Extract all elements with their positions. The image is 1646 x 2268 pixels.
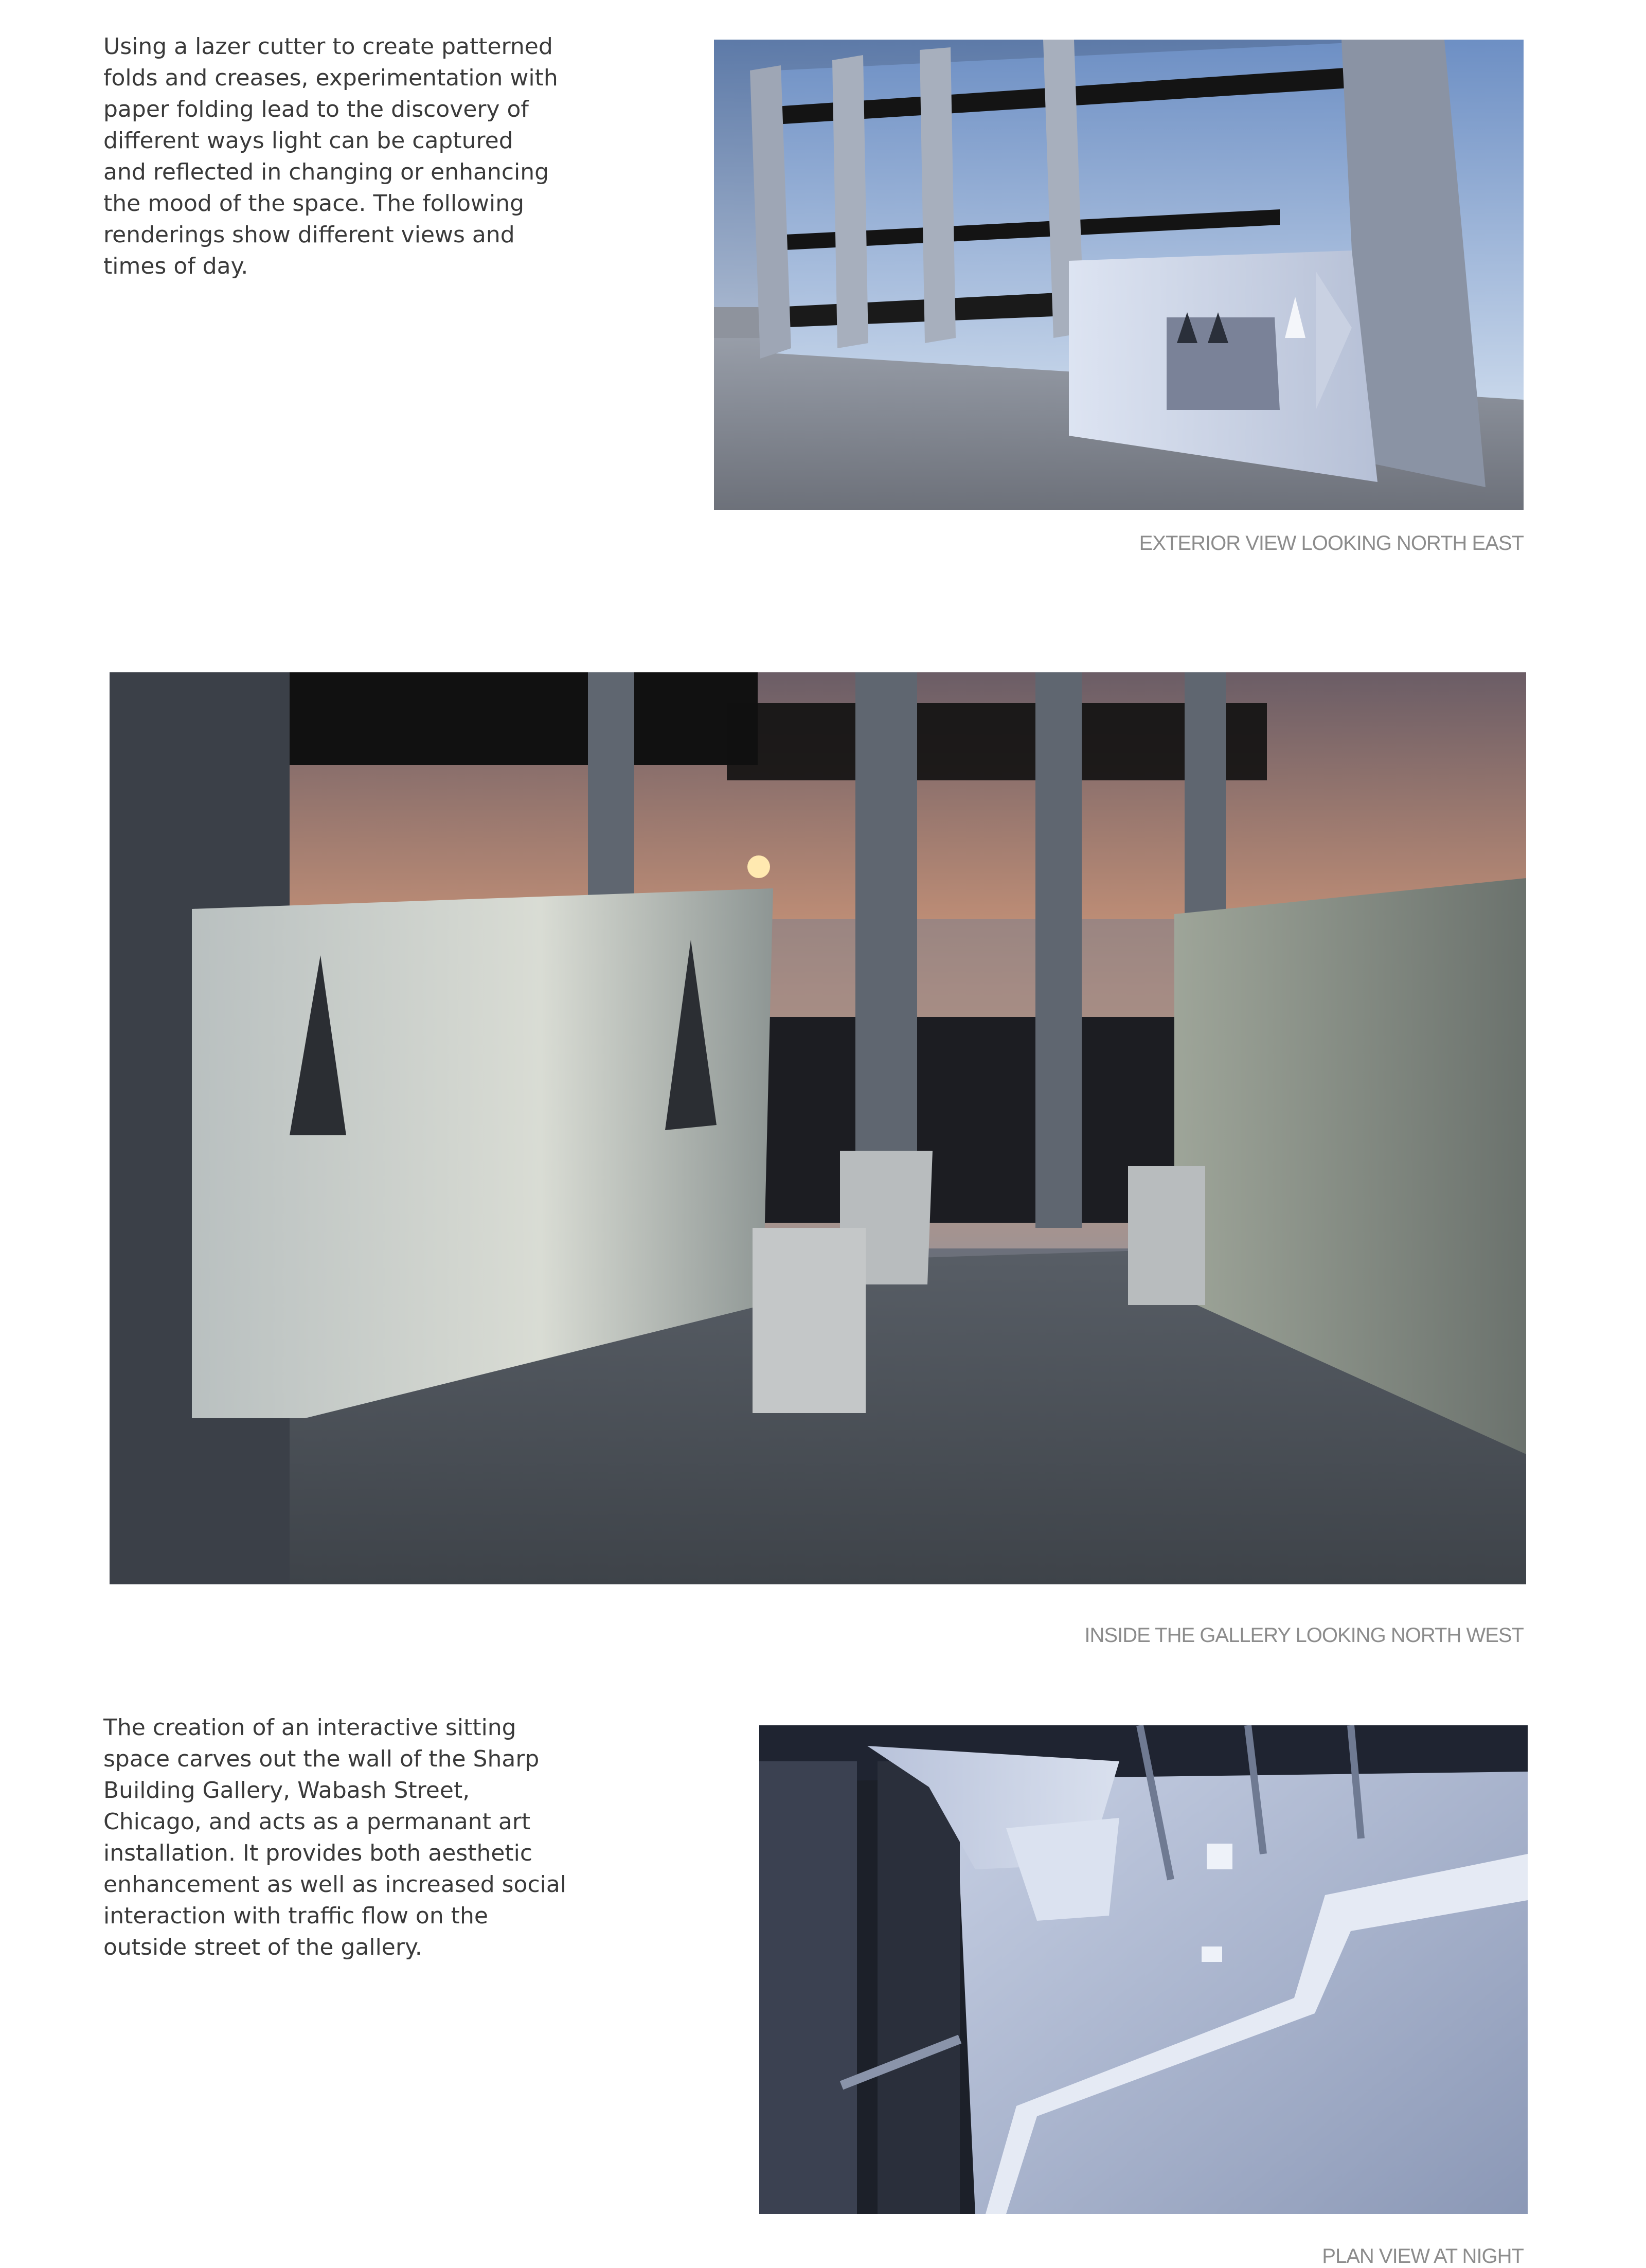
plan-view-caption: PLAN VIEW AT NIGHT (1322, 2245, 1524, 2267)
gallery-interior-caption: INSIDE THE GALLERY LOOKING NORTH WEST (1084, 1624, 1524, 1647)
intro-paragraph: Using a lazer cutter to create patterned folds and creases, experimentation with paper folding lead to the discovery of different ways light can be captured and reflected in changing or enhancing the mood of the space. The following renderings show different views and times of day. (103, 33, 558, 279)
gallery-interior-image (110, 672, 1526, 1584)
installation-paragraph: The creation of an interactive sitting space carves out the wall of the Sharp Building Gallery, Wabash Street, Chicago, and acts as a permanant art installation. It provides both aesthetic enhancement as well as increased social interaction with traffic flow on the outside street of the gallery. (103, 1715, 567, 1960)
exterior-view-image (714, 40, 1524, 510)
exterior-view-caption: EXTERIOR VIEW LOOKING NORTH EAST (1139, 532, 1524, 555)
plan-view-night-image (759, 1725, 1528, 2214)
